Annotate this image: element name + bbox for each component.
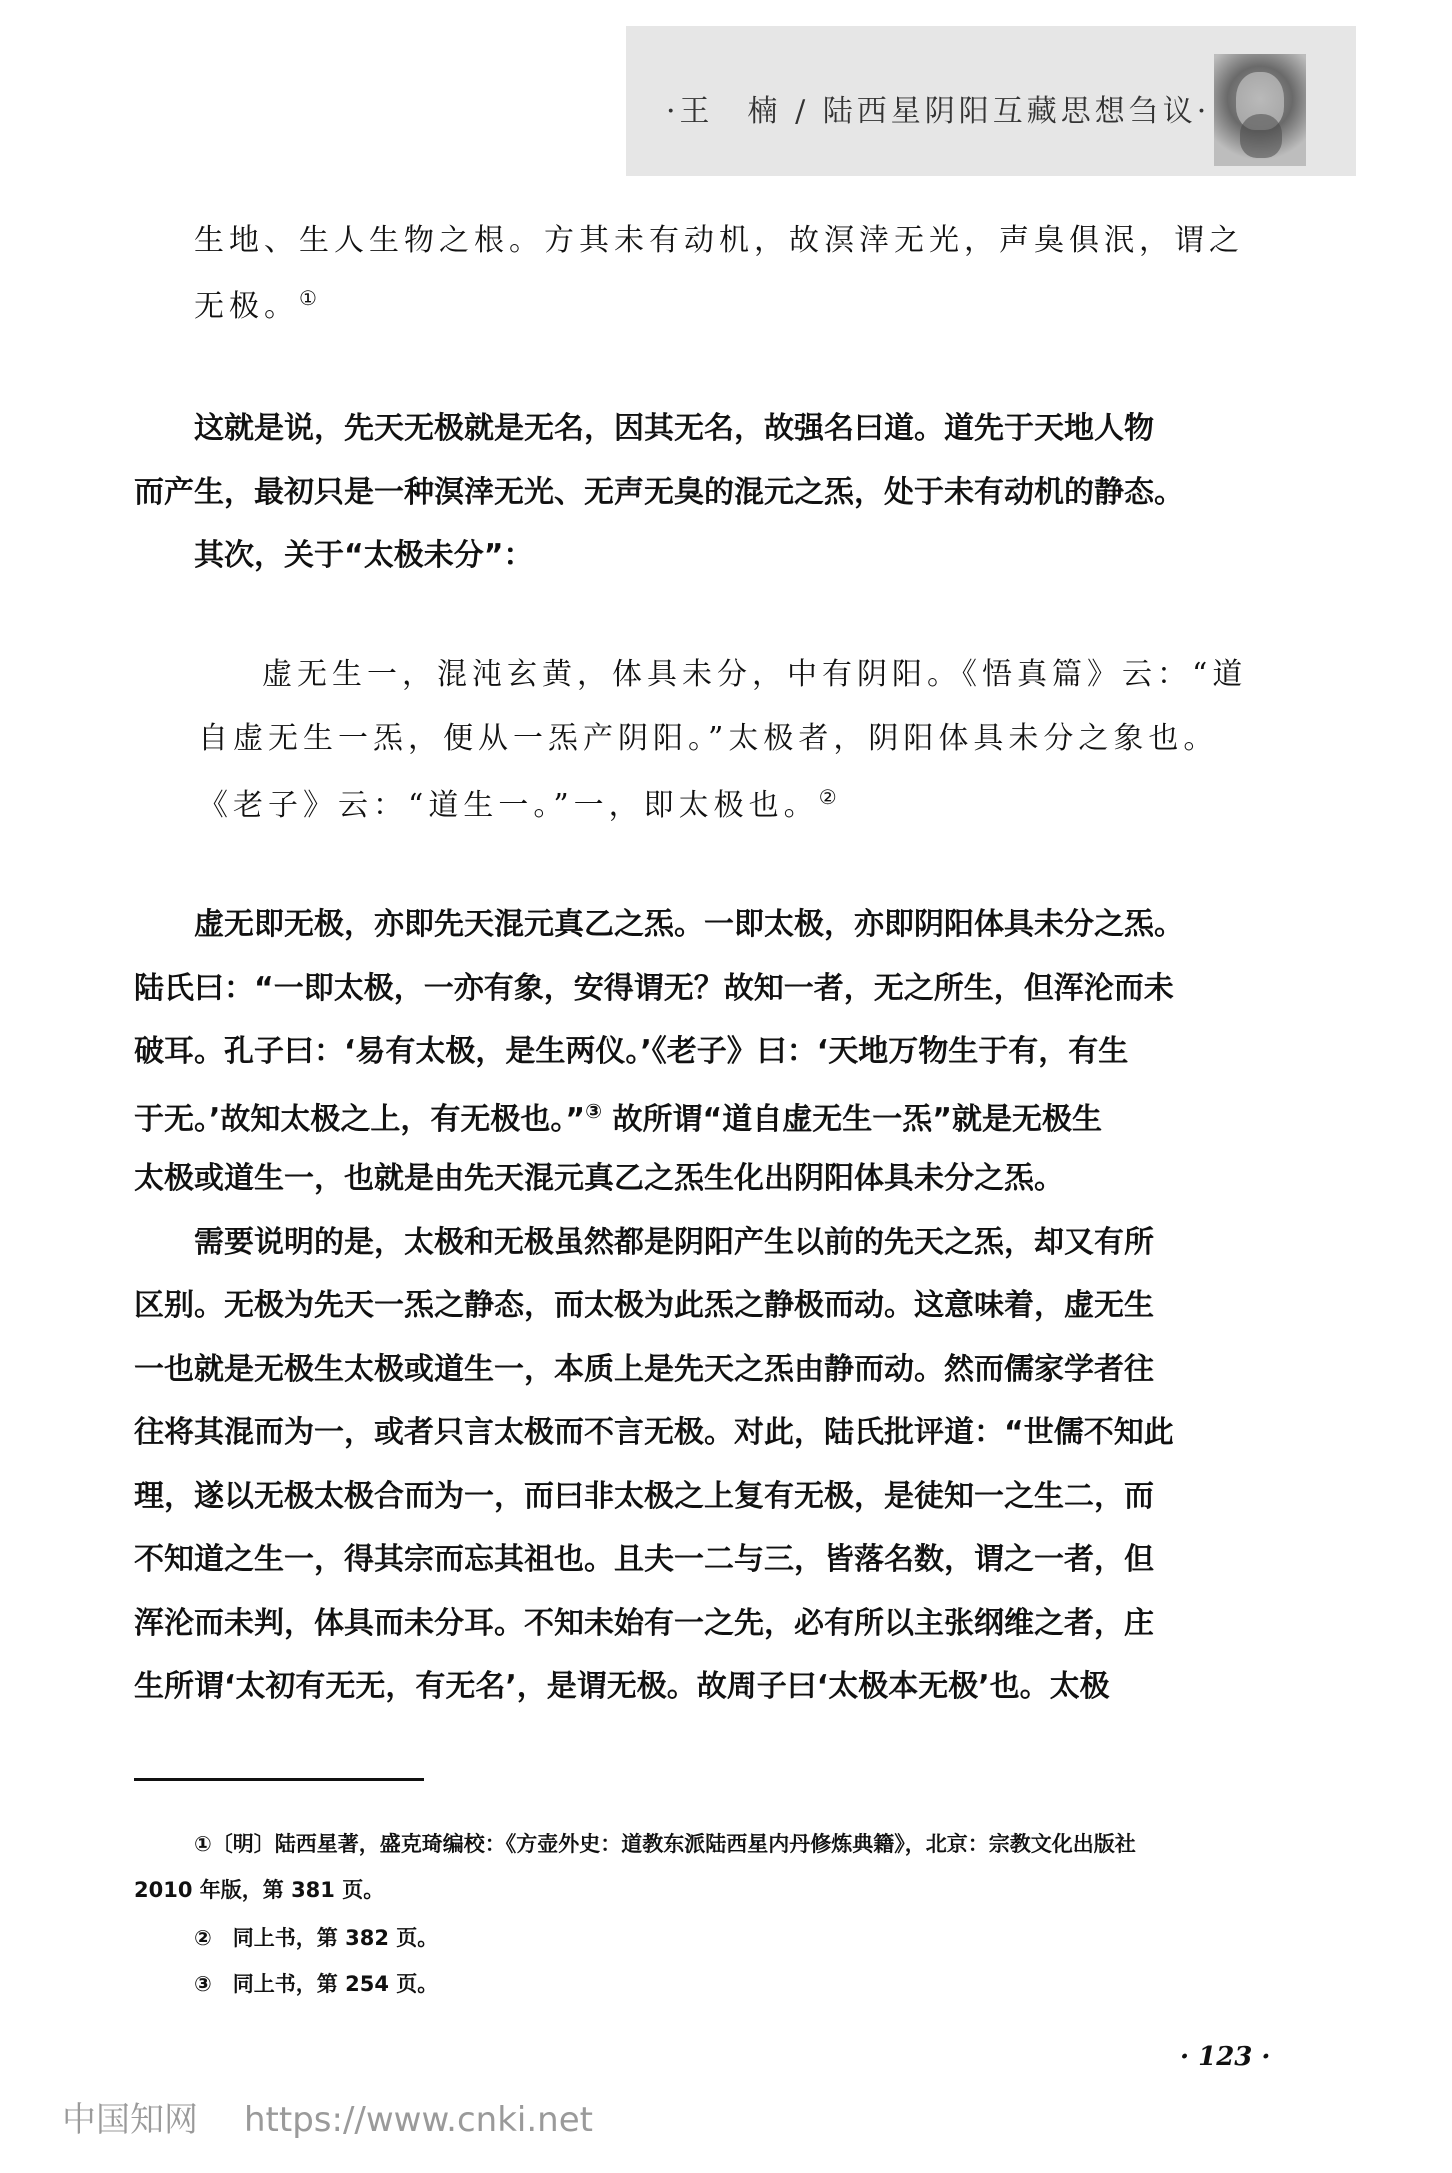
running-header <box>626 26 1356 176</box>
footnote-3: ③ 同上书，第 254 页。 <box>194 1972 439 1996</box>
footnote-1: ①〔明〕陆西星著，盛克琦编校：《方壶外史：道教东派陆西星内丹修炼典籍》，北京：宗教文化出版社 <box>194 1832 1136 1856</box>
para1-line-3: 其次，关于“太极未分”： <box>194 538 534 573</box>
footnote-divider <box>134 1778 424 1781</box>
quote1-line-1: 生地、生人生物之根。方其未有动机，故溟涬无光，声臭俱泯，谓之 <box>194 223 1244 258</box>
para1-line-1: 这就是说，先天无极就是无名，因其无名，故强名曰道。道先于天地人物 <box>194 411 1154 446</box>
quote2-line-1: 虚无生一，混沌玄黄，体具未分，中有阴阳。《悟真篇》云：“道 <box>262 657 1248 692</box>
para3-line-1: 需要说明的是，太极和无极虽然都是阴阳产生以前的先天之炁，却又有所 <box>194 1225 1154 1260</box>
para3-line-5: 理，遂以无极太极合而为一，而曰非太极之上复有无极，是徒知一之生二，而 <box>134 1479 1154 1514</box>
footnote-ref-1[interactable]: ① <box>299 286 322 310</box>
para2-line-4-tail: 故所谓“道自虚无生一炁”就是无极生 <box>602 1102 1102 1137</box>
cnki-watermark <box>62 2092 593 2141</box>
footnote-ref-3[interactable]: ③ <box>585 1099 603 1123</box>
para3-line-6: 不知道之生一，得其宗而忘其祖也。且夫一二与三，皆落名数，谓之一者，但 <box>134 1542 1154 1577</box>
para3-line-3: 一也就是无极生太极或道生一，本质上是先天之炁由静而动。然而儒家学者往 <box>134 1352 1154 1387</box>
author-portrait-image <box>1214 54 1306 166</box>
para2-line-5: 太极或道生一，也就是由先天混元真乙之炁生化出阴阳体具未分之炁。 <box>134 1161 1064 1196</box>
para3-line-4: 往将其混而为一，或者只言太极而不言无极。对此，陆氏批评道：“世儒不知此 <box>134 1415 1174 1450</box>
page-number: · 123 · <box>1180 2042 1271 2072</box>
quote2-line-2: 自虚无生一炁，便从一炁产阴阳。”太极者，阴阳体具未分之象也。 <box>198 721 1219 756</box>
para2-line-1: 虚无即无极，亦即先天混元真乙之炁。一即太极，亦即阴阳体具未分之炁。 <box>194 907 1184 942</box>
quote1-line-2 <box>194 288 322 322</box>
quote2-line-3 <box>198 787 842 821</box>
portrait-beard <box>1240 114 1282 158</box>
para3-line-7: 浑沦而未判，体具而未分耳。不知未始有一之先，必有所以主张纲维之者，庄 <box>134 1606 1154 1641</box>
watermark-site-name: 中国知网 <box>62 2100 198 2140</box>
para2-line-2: 陆氏曰：“一即太极，一亦有象，安得谓无？故知一者，无之所生，但浑沦而未 <box>134 971 1174 1006</box>
para2-line-4-text: 于无。’故知太极之上，有无极也。” <box>134 1102 586 1137</box>
footnote-1-cont: 2010 年版，第 381 页。 <box>134 1878 385 1902</box>
para1-line-2: 而产生，最初只是一种溟涬无光、无声无臭的混元之炁，处于未有动机的静态。 <box>134 475 1184 510</box>
para3-line-2: 区别。无极为先天一炁之静态，而太极为此炁之静极而动。这意味着，虚无生 <box>134 1288 1154 1323</box>
footnote-2: ② 同上书，第 382 页。 <box>194 1926 439 1950</box>
quote2-line-3-text: 《老子》云：“道生一。”一，即太极也。 <box>198 788 819 823</box>
running-title: ·王 楠 / 陆西星阴阳互藏思想刍议· <box>666 94 1211 129</box>
para2-line-3: 破耳。孔子曰：‘易有太极，是生两仪。’《老子》曰：‘天地万物生于有，有生 <box>134 1034 1129 1069</box>
para3-line-8: 生所谓‘太初有无无，有无名’，是谓无极。故周子曰‘太极本无极’也。太极 <box>134 1669 1110 1704</box>
quote1-line-2-text: 无极。 <box>194 289 299 324</box>
watermark-url[interactable]: https://www.cnki.net <box>244 2100 593 2140</box>
para2-line-4 <box>134 1101 1102 1135</box>
footnote-ref-2[interactable]: ② <box>818 785 842 809</box>
